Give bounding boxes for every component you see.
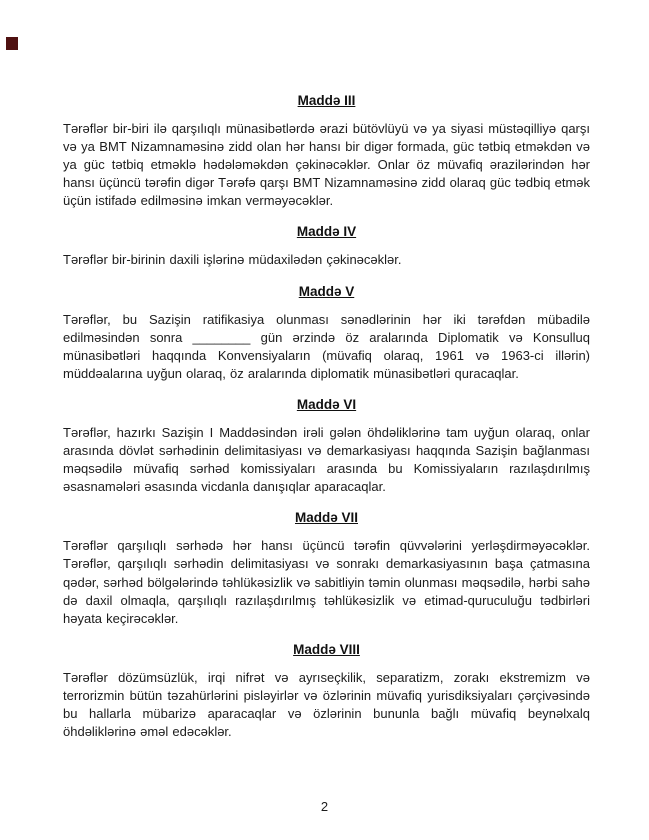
section-madde-3 bbox=[63, 92, 590, 210]
section-body: Tərəflər, hazırkı Sazişin I Maddəsindən irəli gələn öhdəliklərinə tam uyğun olaraq, onlar arasında dövlət sərhədinin delimitasiyası və demarkasiyası haqqında Sazişin bağlanması məqsədilə müvafiq sərhəd komissiyaları arasında bu Komissiyaların razılaşdırılmış əsasnamələri əsasında vicdanla danışıqlar aparacaqlar. bbox=[63, 424, 590, 495]
section-madde-7 bbox=[63, 509, 590, 627]
section-body: Tərəflər, bu Sazişin ratifikasiya olunması sənədlərinin hər iki tərəfdən mübadilə edilməsindən sonra ________ gün ərzində öz aralarında Diplomatik və Konsulluq münasibətləri haqqında Konvensiyaların (müvafiq olaraq, 1961 və 1963-ci illərin) müddəalarına uyğun olaraq, öz aralarında diplomatik münasibətləri quracaqlar. bbox=[63, 311, 590, 381]
section-body: Tərəflər qarşılıqlı sərhədə hər hansı üçüncü tərəfin qüvvələrini yerləşdirməyəcəklər. Tərəflər, qarşılıqlı sərhədin delimitasiyası və sonrakı demarkasiyasının başa çatmasına qədər, sərhəd bölgələrində təhlükəsizlik və sabitliyin təmin olunması məqsədilə, hərbi sahə də daxil olmaqla, qarşılıqlı razılaşdırılmış təhlükəsizlik və etimad-quruculuğu tədbirləri həyata keçirəcəklər. bbox=[63, 538, 590, 626]
section-madde-6 bbox=[63, 396, 590, 496]
section-heading: Maddə III bbox=[297, 93, 356, 108]
section-body: Tərəflər dözümsüzlük, irqi nifrət və ayrıseçkilik, separatizm, zorakı ekstremizm və terrorizmin bütün təzahürlərini pisləyirlər və özlərinin müvafiq yurisdiksiyaları çərçivəsində bu hallarla mübarizə aparacaqlar və özlərinin bununla bağlı müvafiq beynəlxalq öhdəliklərinə əməl edəcəklər. bbox=[63, 669, 590, 740]
section-madde-8 bbox=[63, 641, 590, 741]
section-heading: Maddə V bbox=[298, 283, 355, 299]
section-body: Tərəflər bir-biri ilə qarşılıqlı münasibətlərdə ərazi bütövlüyü və ya siyasi müstəqilliyə qarşı və ya BMT Nizamnaməsinə zidd olan hər hansı bir digər formada, güc tətbiq etməkdən və ya güc tətbiq etməklə hədələməkdən çəkinəcəklər. Onlar öz müvafiq ərazilərindən hər hansı üçüncü tərəfin digər Tərəfə qarşı BMT Nizamnaməsinə zidd olaraq güc tədbiq etmək üçün istifadə edilməsinə imkan verməyəcəklər. bbox=[63, 121, 590, 209]
document-content bbox=[63, 92, 590, 754]
section-body: Tərəflər bir-birinin daxili işlərinə müdaxilədən çəkinəcəklər. bbox=[63, 252, 402, 268]
corner-artifact-mark bbox=[6, 37, 18, 50]
section-madde-4 bbox=[63, 223, 590, 269]
section-heading: Maddə VI bbox=[296, 396, 357, 412]
section-heading: Maddə IV bbox=[296, 224, 357, 240]
section-heading: Maddə VIII bbox=[293, 641, 360, 657]
page-number: 2 bbox=[320, 799, 329, 814]
section-madde-5 bbox=[63, 283, 590, 383]
section-heading: Maddə VII bbox=[294, 510, 358, 526]
